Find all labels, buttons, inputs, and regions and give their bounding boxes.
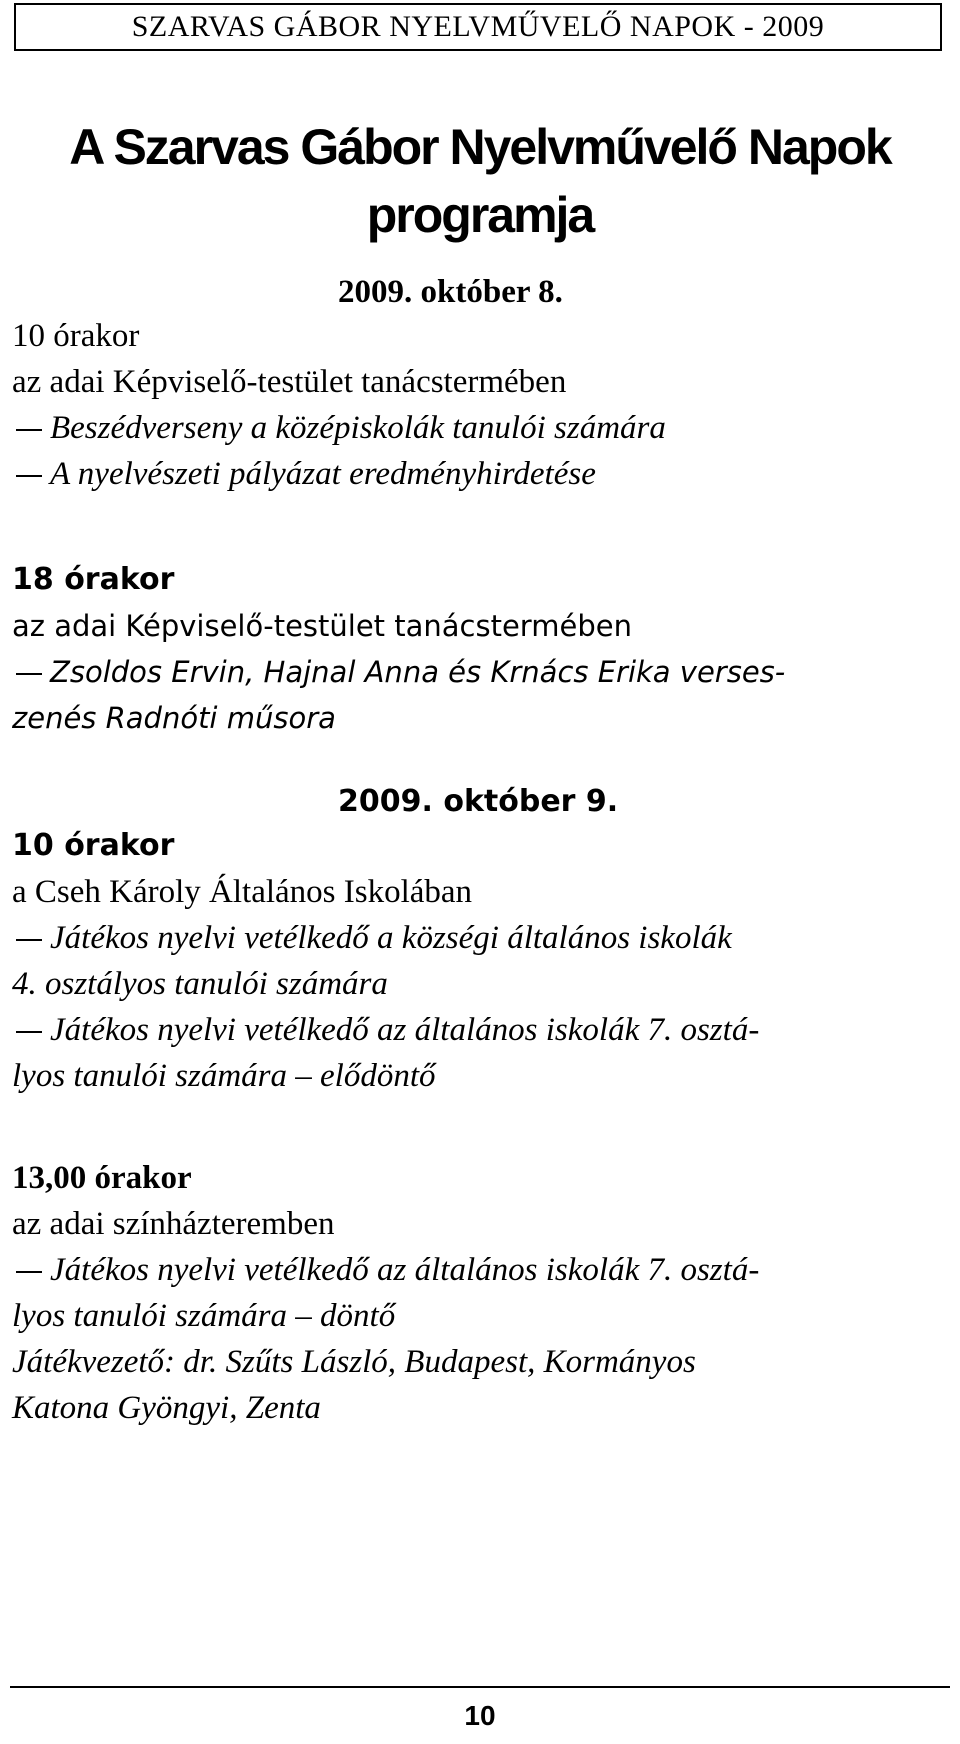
dash-bullet <box>16 1031 42 1033</box>
day2-block1-item1-a: Játékos nyelvi vetélkedő a községi általános iskolák <box>12 918 732 958</box>
page-title-line-1: A Szarvas Gábor Nyelvművelő Napok <box>69 119 891 175</box>
day2-block1-time: 10 órakor <box>12 828 175 863</box>
day2-block2-location: az adai színházteremben <box>12 1206 335 1242</box>
dash-bullet <box>16 429 42 431</box>
day1-block2-item1-a: Zsoldos Ervin, Hajnal Anna és Krnács Erika verses- <box>12 652 785 692</box>
running-header: SZARVAS GÁBOR NYELVMŰVELŐ NAPOK - 2009 <box>14 3 942 51</box>
footer-rule <box>10 1686 950 1688</box>
day1-block1-time: 10 órakor <box>12 318 140 354</box>
day2-block2-item1-a: Játékos nyelvi vetélkedő az általános iskolák 7. osztá- <box>12 1250 759 1290</box>
day1-block2-item1-b: zenés Radnóti műsora <box>12 701 336 735</box>
day2-block2-host-b: Katona Gyöngyi, Zenta <box>12 1390 321 1426</box>
day2-block2-host-a: Játékvezető: dr. Szűts László, Budapest, Kormányos <box>12 1344 696 1380</box>
day1-block2-location: az adai Képviselő-testület tanácstermében <box>12 609 632 643</box>
dash-bullet <box>16 939 42 941</box>
day2-block2-item1-b: lyos tanulói számára – döntő <box>12 1298 396 1334</box>
day2-block1-item1-b: 4. osztályos tanulói számára <box>12 966 388 1002</box>
day1-block2-time: 18 órakor <box>12 562 175 597</box>
dash-bullet <box>16 475 42 477</box>
page-number: 10 <box>464 1700 496 1731</box>
day1-block1-item2: A nyelvészeti pályázat eredményhirdetése <box>12 454 596 494</box>
dash-bullet <box>16 673 42 675</box>
day2-date: 2009. október 9. <box>338 784 619 819</box>
day2-block1-item2-a: Játékos nyelvi vetélkedő az általános iskolák 7. osztá- <box>12 1010 759 1050</box>
day1-date: 2009. október 8. <box>338 274 563 310</box>
dash-bullet <box>16 1271 42 1273</box>
day2-block1-item2-b: lyos tanulói számára – elődöntő <box>12 1058 436 1094</box>
day1-block1-location: az adai Képviselő-testület tanácstermében <box>12 364 567 400</box>
day2-block2-time: 13,00 órakor <box>12 1160 192 1196</box>
day1-block1-item1: Beszédverseny a középiskolák tanulói számára <box>12 408 666 448</box>
page-title-line-2: programja <box>366 187 594 243</box>
day2-block1-location: a Cseh Károly Általános Iskolában <box>12 874 473 910</box>
